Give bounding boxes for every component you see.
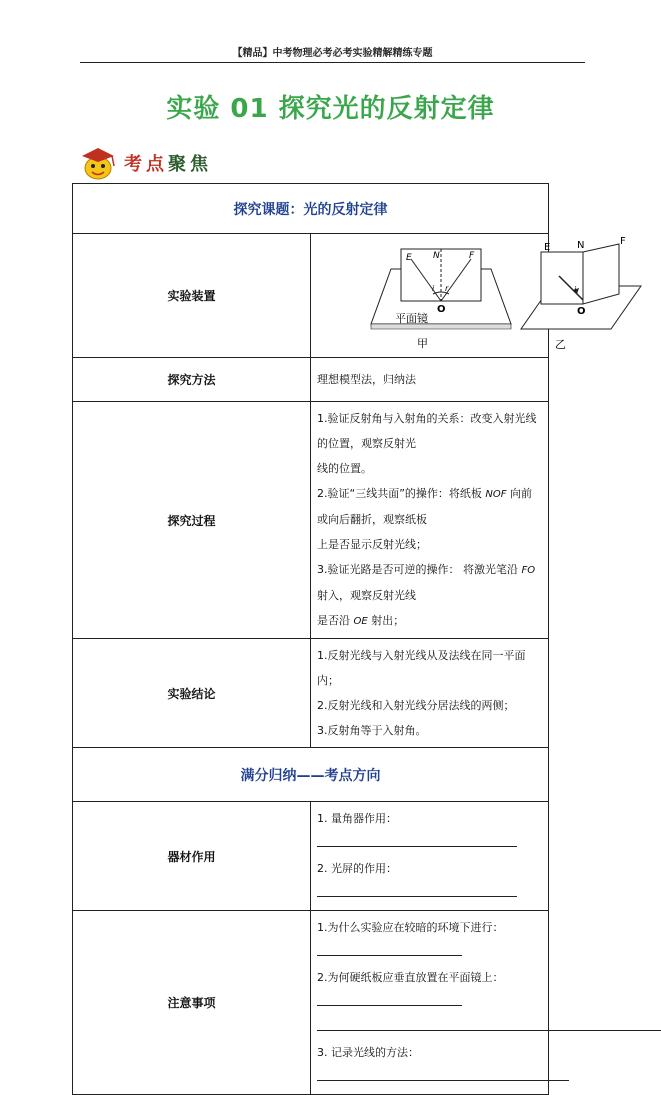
method-label: 探究方法 <box>73 358 311 402</box>
svg-text:F: F <box>469 251 475 261</box>
notes-text: 1.为什么实验应在较暗的环境下进行： 2.为何硬纸板应垂直放置在平面镜上： 3. 记录光线的方法： <box>311 911 549 1095</box>
figure-jia <box>371 249 511 350</box>
conclusion-label: 实验结论 <box>73 639 311 748</box>
conclusion-row <box>73 639 549 748</box>
caption-yi: 乙 <box>555 338 566 351</box>
page-header: 【精品】中考物理必考必考实验精解精练专题 <box>80 44 585 63</box>
equipment-label: 器材作用 <box>73 802 311 911</box>
process-text: 1.验证反射角与入射角的关系：改变入射光线的位置，观察反射光 线的位置。 2.验证“三线共面”的操作：将纸板 NOF 向前或向后翻折，观察纸板 上是否显示反射光线； 3.验证光路是否可逆的操作： 将激光笔沿 FO 射入，观察反射光线 是否沿 OE 射出； <box>311 402 549 639</box>
svg-text:E: E <box>544 242 551 253</box>
badge-part1: 考点 <box>124 154 168 175</box>
apparatus-row <box>73 234 549 358</box>
svg-text:E: E <box>406 253 412 263</box>
topic-cell: 探究课题：光的反射定律 <box>73 184 549 234</box>
svg-text:O: O <box>437 304 446 315</box>
svg-text:O: O <box>577 306 586 317</box>
answer-blank[interactable] <box>317 942 462 956</box>
method-text: 理想模型法，归纳法 <box>311 358 549 402</box>
answer-blank[interactable] <box>317 1017 661 1031</box>
svg-text:i: i <box>432 284 435 293</box>
method-row <box>73 358 549 402</box>
process-label: 探究过程 <box>73 402 311 639</box>
apparatus-figure-cell <box>311 234 626 358</box>
svg-text:F: F <box>620 236 626 247</box>
equipment-text: 1. 量角器作用： 2. 光屏的作用： <box>311 802 549 911</box>
process-row <box>73 402 549 639</box>
notes-label: 注意事项 <box>73 911 311 1095</box>
notes-row <box>73 911 549 1095</box>
kaodian-badge <box>76 140 256 184</box>
answer-blank[interactable] <box>317 1067 569 1081</box>
section2-row <box>73 748 549 802</box>
equipment-row <box>73 802 549 911</box>
svg-text:平面镜: 平面镜 <box>395 312 428 325</box>
svg-text:r: r <box>445 284 449 293</box>
apparatus-label: 实验装置 <box>73 234 311 358</box>
folded-board <box>583 244 619 304</box>
figure-yi <box>521 236 641 351</box>
caption-jia: 甲 <box>417 337 428 350</box>
mascot-icon <box>76 140 126 184</box>
answer-blank[interactable] <box>317 833 517 847</box>
apparatus-figure <box>311 234 661 354</box>
conclusion-text: 1.反射光线与入射光线从及法线在同一平面内； 2.反射光线和入射光线分居法线的两侧； 3.反射角等于入射角。 <box>311 639 549 748</box>
page-title: 实验 01 探究光的反射定律 <box>166 94 495 124</box>
svg-text:i: i <box>574 285 577 294</box>
badge-part2: 聚焦 <box>168 154 212 175</box>
svg-text:N: N <box>433 251 440 261</box>
svg-text:N: N <box>577 240 585 251</box>
topic-row <box>73 184 549 234</box>
experiment-table <box>72 183 626 1095</box>
answer-blank[interactable] <box>317 883 517 897</box>
section2-heading: 满分归纳——考点方向 <box>73 748 549 802</box>
answer-blank[interactable] <box>317 992 462 1006</box>
